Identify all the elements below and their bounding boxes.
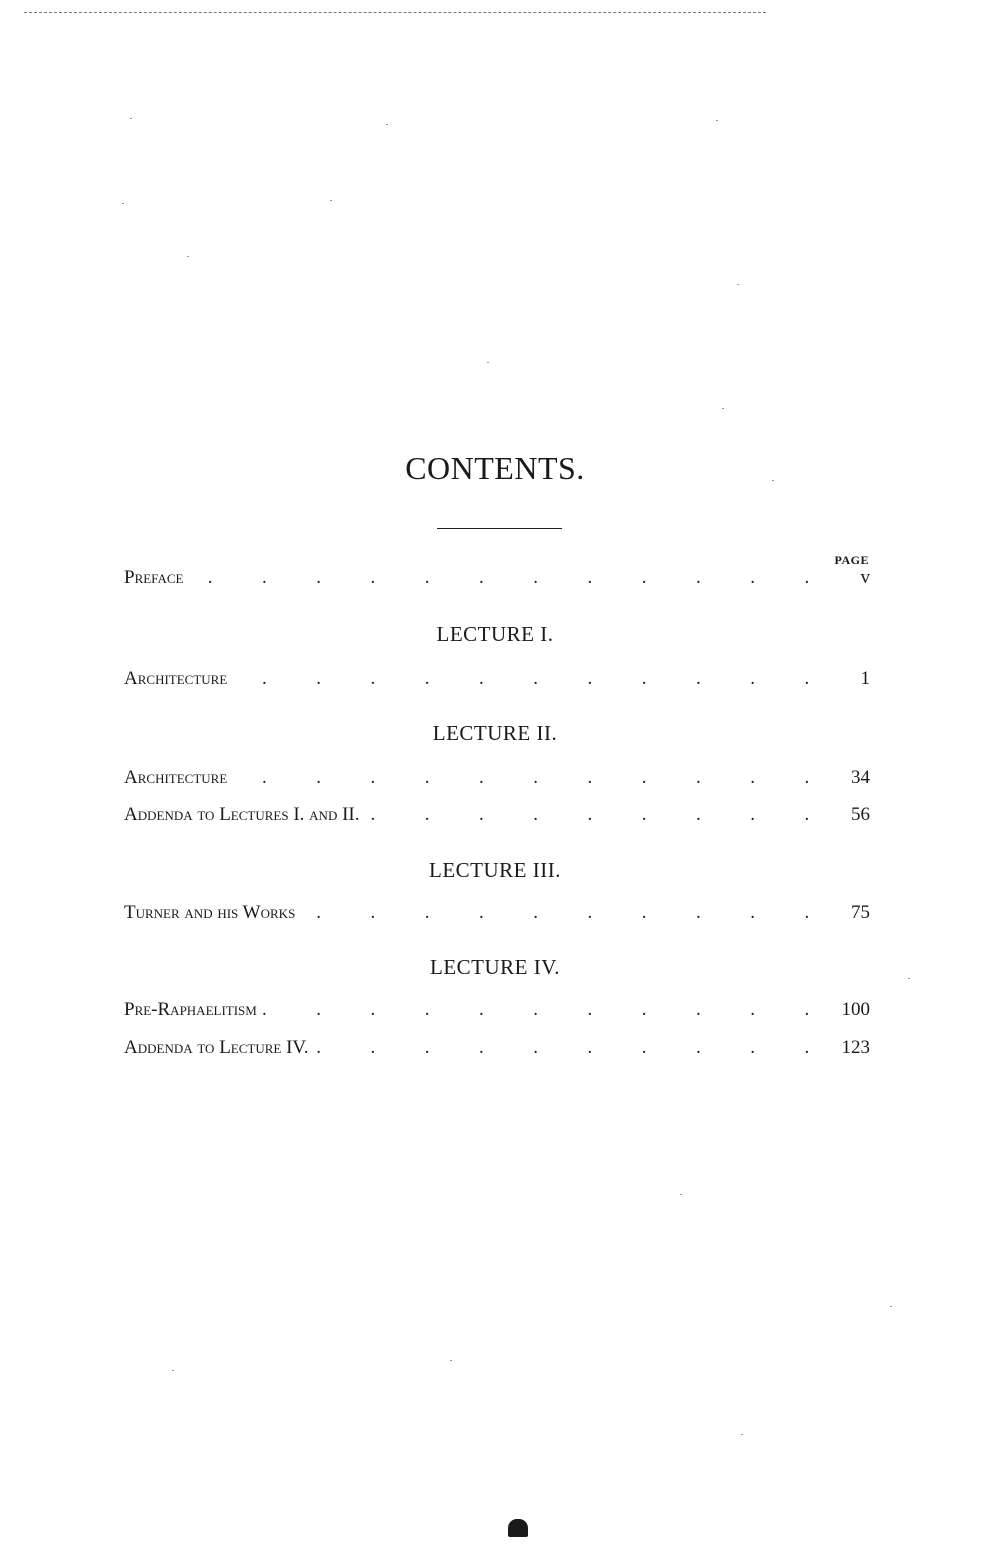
- toc-entry-page: 75: [845, 902, 870, 924]
- paper-speck: [130, 118, 132, 119]
- toc-entry: [124, 999, 870, 1025]
- toc-entry-page: 1: [855, 668, 871, 690]
- toc-entry: [124, 767, 870, 793]
- paper-speck: [716, 120, 718, 121]
- toc-entry-page: 100: [836, 999, 871, 1021]
- dot-leader: [124, 668, 870, 690]
- lecture-heading: LECTURE IV.: [430, 955, 560, 979]
- toc-entry-preface: [124, 567, 870, 593]
- paper-speck: [722, 408, 724, 409]
- paper-speck: [187, 256, 189, 257]
- toc-entry-label: Architecture: [124, 668, 233, 690]
- page-column-label: PAGE: [834, 553, 869, 567]
- paper-speck: [330, 200, 332, 201]
- toc-entry-label: Addenda to Lectures I. and II.: [124, 804, 365, 826]
- toc-entry-label: Preface: [124, 567, 189, 589]
- paper-speck: [680, 1194, 682, 1195]
- toc-entry-page: v: [855, 567, 871, 589]
- toc-entry-page: 34: [845, 767, 870, 789]
- paper-speck: [450, 1360, 452, 1361]
- dot-leader: [124, 567, 870, 589]
- contents-title: CONTENTS.: [405, 450, 585, 486]
- paper-speck: [386, 124, 388, 125]
- dot-leader: [124, 767, 870, 789]
- lecture-heading: LECTURE III.: [429, 858, 561, 882]
- lecture-heading: LECTURE II.: [432, 721, 558, 745]
- ink-blot-mark: [508, 1519, 528, 1537]
- paper-speck: [122, 203, 124, 204]
- toc-entry: [124, 1037, 870, 1063]
- lecture-heading: LECTURE I.: [436, 622, 554, 646]
- toc-entry-label: Addenda to Lecture IV.: [124, 1037, 314, 1059]
- paper-speck: [487, 362, 489, 363]
- toc-entry-label: Architecture: [124, 767, 233, 789]
- toc-entry-label: Pre-Raphaelitism: [124, 999, 263, 1021]
- toc-entry: [124, 668, 870, 694]
- toc-entry-label: Turner and his Works: [124, 902, 301, 924]
- paper-speck: [737, 284, 739, 285]
- paper-speck: [172, 1370, 174, 1371]
- paper-speck: [890, 1306, 892, 1307]
- toc-entry-page: 123: [836, 1037, 871, 1059]
- toc-entry-page: 56: [845, 804, 870, 826]
- title-rule: [437, 528, 562, 529]
- toc-entry: [124, 902, 870, 928]
- top-edge-rule: [24, 12, 766, 13]
- paper-speck: [741, 1434, 743, 1435]
- toc-entry: [124, 804, 870, 830]
